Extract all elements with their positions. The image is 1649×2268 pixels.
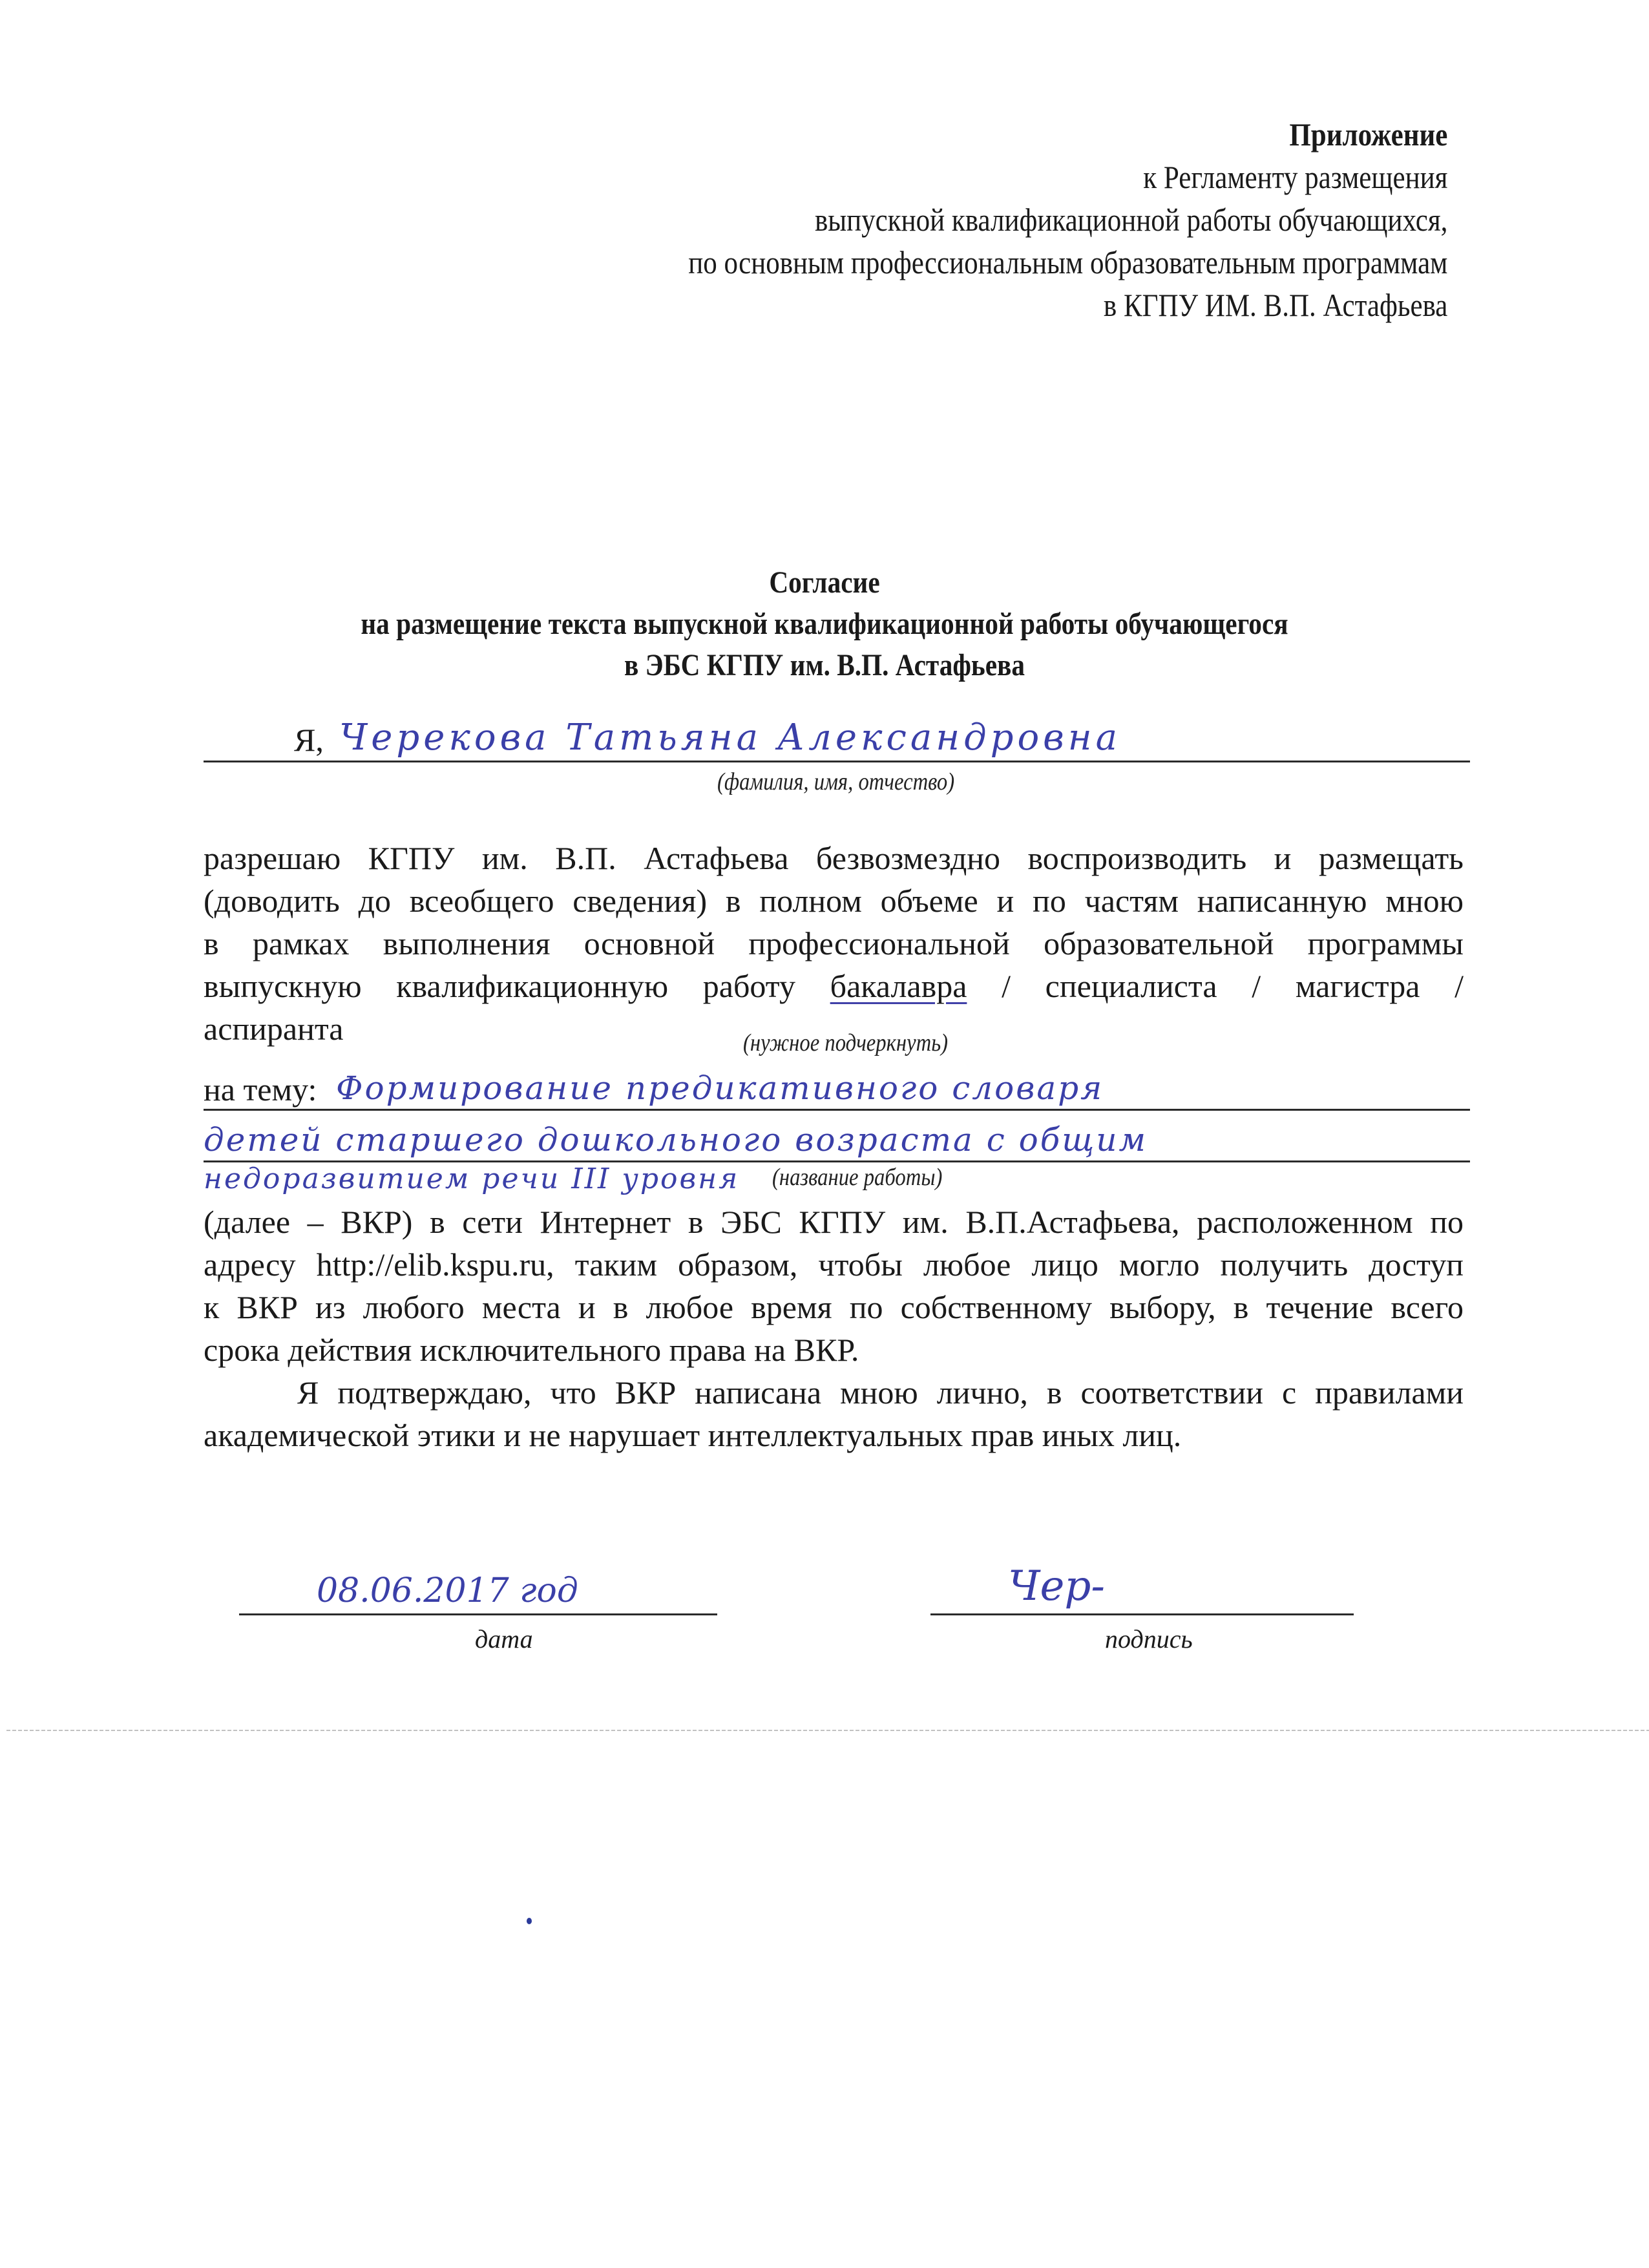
theme-line-1[interactable] <box>204 1063 1470 1111</box>
paragraph-line: срока действия исключительного права на ВКР. <box>204 1332 859 1368</box>
degree-option-bachelor[interactable]: бакалавра <box>830 968 967 1004</box>
theme-line-2[interactable] <box>204 1115 1470 1162</box>
name-prefix: Я, <box>294 722 324 758</box>
ink-speck <box>527 1918 532 1924</box>
degree-caption: (нужное подчеркнуть) <box>743 1029 948 1056</box>
theme-text[interactable]: детей старшего дошкольного возраста с общим <box>204 1121 1148 1159</box>
paragraph-line: адресу http://elib.kspu.ru, таким образом, чтобы любое лицо могло получить доступ <box>204 1246 1464 1283</box>
theme-underline <box>204 1109 1470 1111</box>
degree-option-specialist[interactable]: специалиста <box>1045 968 1217 1004</box>
paragraph-line: (доводить до всеобщего сведения) в полном объеме и по частям написанную мною <box>204 883 1464 919</box>
scan-fold-line <box>6 1730 1649 1731</box>
document-title <box>0 562 1649 686</box>
paragraph-line: академической этики и не нарушает интеллектуальных прав иных лиц. <box>204 1417 1182 1453</box>
appendix-line: к Регламенту размещения <box>1142 159 1447 195</box>
signature-caption: подпись <box>1105 1624 1193 1654</box>
name-caption: (фамилия, имя, отчество) <box>717 768 955 795</box>
degree-option-master[interactable]: магистра <box>1295 968 1420 1004</box>
signature-underline <box>930 1613 1354 1615</box>
degree-separator: / <box>1252 968 1261 1004</box>
confirmation-paragraph <box>204 1371 1464 1456</box>
degree-separator: / <box>1002 968 1011 1004</box>
degree-option-postgraduate[interactable]: аспиранта <box>204 1011 344 1047</box>
appendix-line: по основным профессиональным образовательным программам <box>688 244 1447 280</box>
date-underline <box>239 1613 717 1615</box>
paragraph-line: разрешаю КГПУ им. В.П. Астафьева безвозмездно воспроизводить и размещать <box>204 840 1464 876</box>
title-line: на размещение текста выпускной квалификационной работы обучающегося <box>361 607 1288 641</box>
permission-paragraph <box>204 837 1464 1050</box>
title-line: Согласие <box>769 565 880 600</box>
date-caption: дата <box>475 1624 533 1654</box>
placement-paragraph <box>204 1201 1464 1371</box>
appendix-header <box>688 113 1447 326</box>
theme-text[interactable]: недоразвитием речи III уровня <box>204 1162 740 1195</box>
paragraph-line: к ВКР из любого места и в любое время по собственному выбору, в течение всего <box>204 1289 1464 1325</box>
name-underline <box>204 761 1470 762</box>
paragraph-line: (далее – ВКР) в сети Интернет в ЭБС КГПУ им. В.П.Астафьева, расположенном по <box>204 1204 1464 1240</box>
degree-separator: / <box>1455 968 1464 1004</box>
degree-line-prefix: выпускную квалификационную работу <box>204 968 795 1004</box>
theme-caption: (название работы) <box>772 1164 943 1191</box>
theme-line-3[interactable] <box>204 1157 1470 1195</box>
theme-label: на тему: <box>204 1071 317 1108</box>
paragraph-line: в рамках выполнения основной профессиональной образовательной программы <box>204 925 1464 961</box>
name-field[interactable] <box>204 711 1470 762</box>
signature-field[interactable] <box>930 1564 1354 1654</box>
theme-text[interactable]: Формирование предикативного словаря <box>336 1069 1104 1107</box>
title-line: в ЭБС КГПУ им. В.П. Астафьева <box>624 648 1025 682</box>
appendix-line: в КГПУ ИМ. В.П. Астафьева <box>1103 287 1447 323</box>
name-value[interactable]: Черекова Татьяна Александровна <box>339 717 1122 759</box>
date-field[interactable] <box>239 1564 717 1654</box>
appendix-title: Приложение <box>1288 116 1447 152</box>
degree-line <box>204 965 1464 1007</box>
appendix-line: выпускной квалификационной работы обучающихся, <box>814 202 1447 238</box>
signature-value[interactable]: Чер- <box>1008 1562 1105 1610</box>
date-value[interactable]: 08.06.2017 год <box>317 1571 578 1610</box>
paragraph-line: Я подтверждаю, что ВКР написана мною лично, в соответствии с правилами <box>297 1374 1464 1411</box>
